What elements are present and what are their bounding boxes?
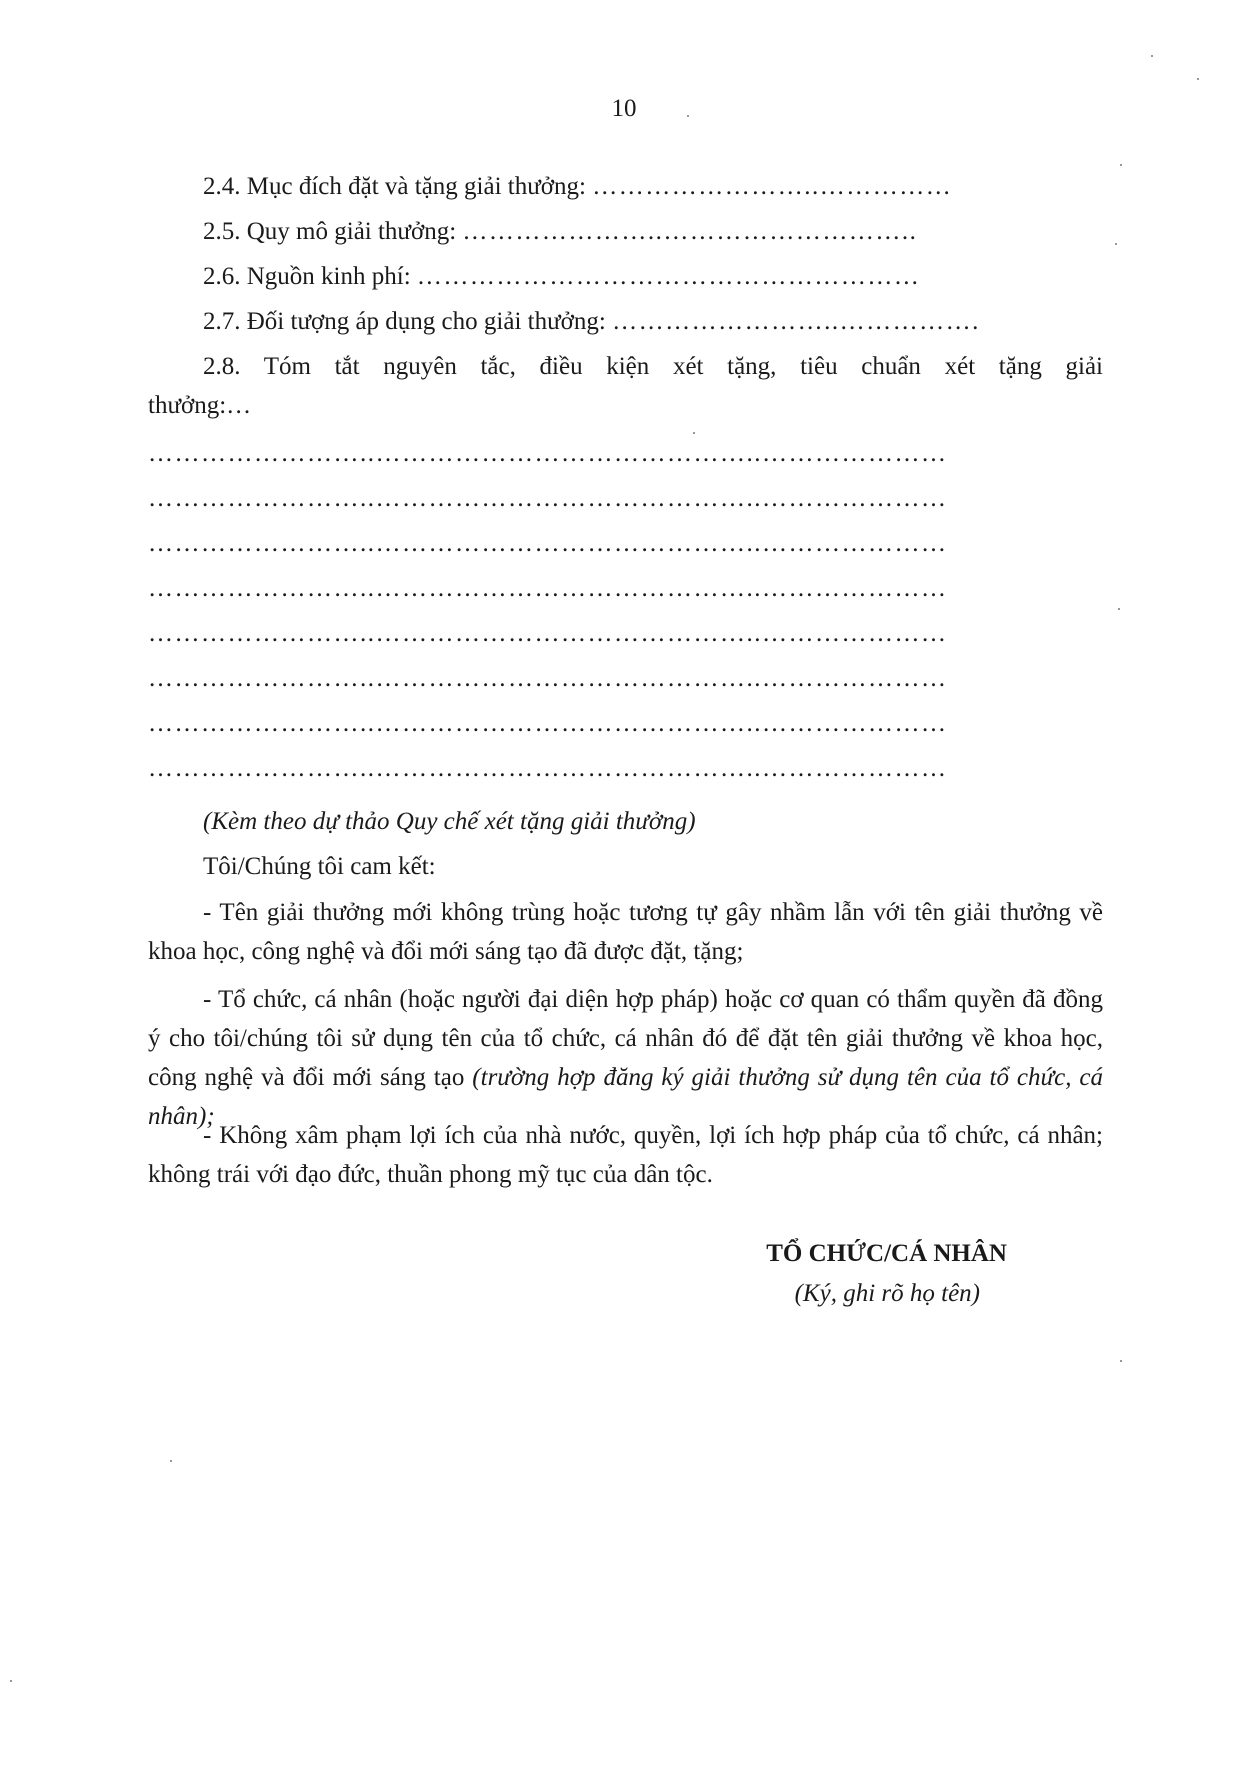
blank-line: ……………………..……………………………………..…………………	[148, 440, 948, 467]
scan-speck	[10, 1680, 12, 1682]
field-purpose	[203, 173, 952, 201]
signature-title: TỔ CHỨC/CÁ NHÂN	[766, 1240, 1007, 1267]
summary-line-1: 2.8. Tóm tắt nguyên tắc, điều kiện xét tặng, tiêu chuẩn xét tặng giải	[203, 353, 1103, 380]
field-target	[203, 308, 980, 336]
scan-speck	[693, 432, 695, 434]
summary-line-2: thưởng:…	[148, 392, 252, 419]
page-number: 10	[611, 95, 637, 122]
scan-speck	[1120, 1360, 1122, 1362]
field-dots: …………………………………………………	[416, 263, 921, 290]
field-funding	[203, 263, 920, 291]
blank-line: ……………………..……………………………………..…………………	[148, 575, 948, 602]
field-dots: …………………..………………………..	[462, 218, 918, 245]
blank-line: ……………………..……………………………………..…………………	[148, 620, 948, 647]
blank-line: ……………………..……………………………………..…………………	[148, 755, 948, 782]
field-dots: ……………………..…………….	[612, 308, 980, 335]
signature-hint: (Ký, ghi rõ họ tên)	[794, 1280, 980, 1307]
field-scale	[203, 218, 917, 246]
scan-speck	[170, 1460, 172, 1462]
blank-line: ……………………..……………………………………..…………………	[148, 710, 948, 737]
scan-speck	[1118, 608, 1120, 610]
scan-speck	[687, 115, 689, 117]
blank-line: ……………………..……………………………………..…………………	[148, 665, 948, 692]
scan-speck	[1120, 164, 1122, 166]
commitment-2: - Tổ chức, cá nhân (hoặc người đại diện hợp pháp) hoặc cơ quan có thẩm quyền đã đồng ý cho tôi/chúng tôi sử dụng tên của tổ chức, cá nhân đó để đặt tên giải thưởng về khoa học, công nghệ và đổi mới sáng tạo (trường hợp đăng ký giải thưởng sử dụng tên của tổ chức, cá nhân);	[148, 986, 1104, 1130]
field-label: 2.5. Quy mô giải thưởng:	[203, 218, 457, 245]
commitment-3: - Không xâm phạm lợi ích của nhà nước, quyền, lợi ích hợp pháp của tổ chức, cá nhân; không trái với đạo đức, thuần phong mỹ tục của dân tộc.	[148, 1122, 1103, 1188]
attachment-note: (Kèm theo dự thảo Quy chế xét tặng giải thưởng)	[203, 808, 696, 835]
blank-line: ……………………..……………………………………..…………………	[148, 485, 948, 512]
commitment-1: - Tên giải thưởng mới không trùng hoặc tương tự gây nhầm lẫn với tên giải thưởng về khoa học, công nghệ và đổi mới sáng tạo đã được đặt, tặng;	[148, 899, 1103, 965]
scan-speck	[1197, 78, 1199, 80]
field-dots: ……………………..……………	[592, 173, 953, 200]
scan-speck	[1151, 55, 1153, 57]
field-label: 2.6. Nguồn kinh phí:	[203, 263, 411, 290]
scan-speck	[1115, 243, 1117, 245]
field-label: 2.4. Mục đích đặt và tặng giải thưởng:	[203, 173, 586, 200]
commitment-intro: Tôi/Chúng tôi cam kết:	[203, 853, 436, 880]
blank-line: ……………………..……………………………………..…………………	[148, 530, 948, 557]
field-label: 2.7. Đối tượng áp dụng cho giải thưởng:	[203, 308, 606, 335]
